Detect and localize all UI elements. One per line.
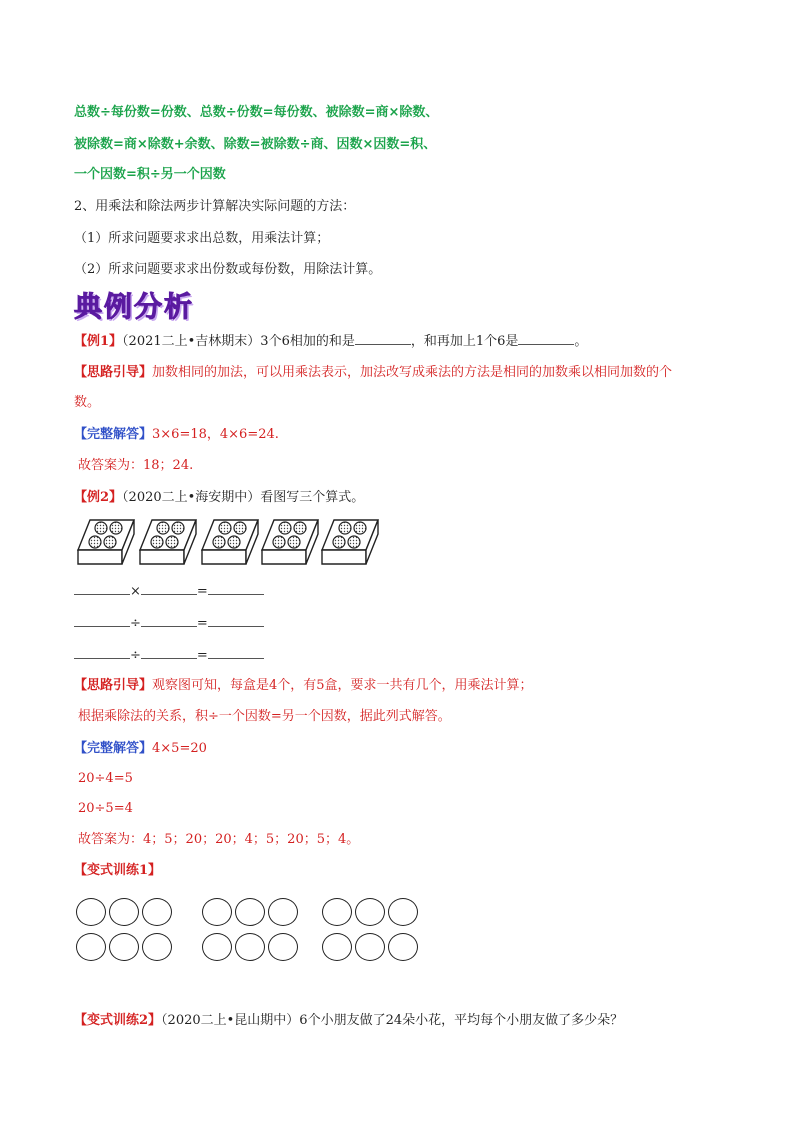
example-2-answer [74,740,207,758]
circle [202,898,232,926]
answer-blank [74,646,130,659]
answer-text: 3×6=18，4×6=24. [152,427,279,442]
example-2-hint-cont: 根据乘除法的关系，积÷一个因数=另一个因数，据此列式解答。 [78,709,451,724]
equation-row-3 [74,646,264,665]
circle [268,898,298,926]
circle [322,933,352,961]
hint-text: 观察图可知，每盒是4个，有5盒，要求一共有几个，用乘法计算； [152,678,533,693]
example-1-text-mid: ，和再加上1个6是 [410,334,519,349]
example-2-tag: 【例2】 [74,490,123,505]
formula-line-2: 被除数=商×除数+余数、除数=被除数÷商、因数×因数=积、 [74,137,437,152]
hint-text: 加数相同的加法，可以用乘法表示，加法改写成乘法的方法是相同的加数乘以相同加数的个 [152,365,673,380]
method-heading: 2、用乘法和除法两步计算解决实际问题的方法： [74,199,356,214]
method-item-1: （1）所求问题要求求出总数，用乘法计算； [74,231,330,246]
egg-box [262,520,318,564]
egg-box [78,520,134,564]
formula-line-1: 总数÷每份数=份数、总数÷份数=每份数、被除数=商×除数、 [74,105,439,120]
circle [142,933,172,961]
divide-symbol: ÷ [130,616,141,631]
circle [142,898,172,926]
circle [268,933,298,961]
method-item-2: （2）所求问题要求求出份数或每份数，用除法计算。 [74,262,382,277]
example-1-answer [74,426,279,444]
example-1-text-end: 。 [574,334,588,349]
variant-2-text: （2020二上•昆山期中）6个小朋友做了24朵小花，平均每个小朋友做了多少朵？ [161,1013,624,1028]
example-1-hint-cont: 数。 [74,395,101,410]
egg-box [322,520,378,564]
answer-blank [208,614,264,627]
hint-tag: 【思路引导】 [74,365,153,380]
example-2-text: （2020二上•海安期中）看图写三个算式。 [122,490,365,505]
circle [355,898,385,926]
section-title: 典例分析 [74,290,195,323]
circle [235,933,265,961]
variant-1-tag: 【变式训练1】 [74,863,162,878]
answer-blank [74,582,130,595]
answer-blank [518,332,574,345]
times-symbol: × [130,584,141,599]
answer-tag: 【完整解答】 [74,427,153,442]
example-1-tag: 【例1】 [74,334,123,349]
answer-blank [208,582,264,595]
hint-tag: 【思路引导】 [74,678,153,693]
answer-blank [141,582,197,595]
example-1-hint [74,364,672,382]
example-1-question [74,332,587,351]
answer-blank [355,332,411,345]
circle [109,898,139,926]
answer-blank [74,614,130,627]
formula-line-3: 一个因数=积÷另一个因数 [74,167,226,182]
answer-blank [141,614,197,627]
example-2-question [74,489,364,507]
circle [76,933,106,961]
answer-blank [208,646,264,659]
equals-symbol: = [196,616,208,631]
answer-tag: 【完整解答】 [74,741,153,756]
example-2-answer-2: 20÷4=5 [78,771,133,786]
variant-2-question [74,1012,623,1030]
equation-row-1 [74,582,264,601]
egg-boxes-figure [74,516,394,568]
circle [355,933,385,961]
example-2-hint [74,677,533,695]
example-1-text: （2021二上•吉林期末）3个6相加的和是 [122,334,355,349]
answer-blank [141,646,197,659]
variant-2-tag: 【变式训练2】 [74,1013,162,1028]
equals-symbol: = [196,584,208,599]
example-2-final: 故答案为：4；5；20；20；4；5；20；5；4。 [78,832,360,847]
circle [235,898,265,926]
equals-symbol: = [196,648,208,663]
circle [388,933,418,961]
answer-text: 4×5=20 [152,741,207,756]
circle [388,898,418,926]
divide-symbol: ÷ [130,648,141,663]
circle [76,898,106,926]
example-2-answer-3: 20÷5=4 [78,801,133,816]
circle [109,933,139,961]
equation-row-2 [74,614,264,633]
egg-box [202,520,258,564]
egg-box [140,520,196,564]
example-1-final: 故答案为：18；24. [78,458,194,473]
circle [322,898,352,926]
circle [202,933,232,961]
